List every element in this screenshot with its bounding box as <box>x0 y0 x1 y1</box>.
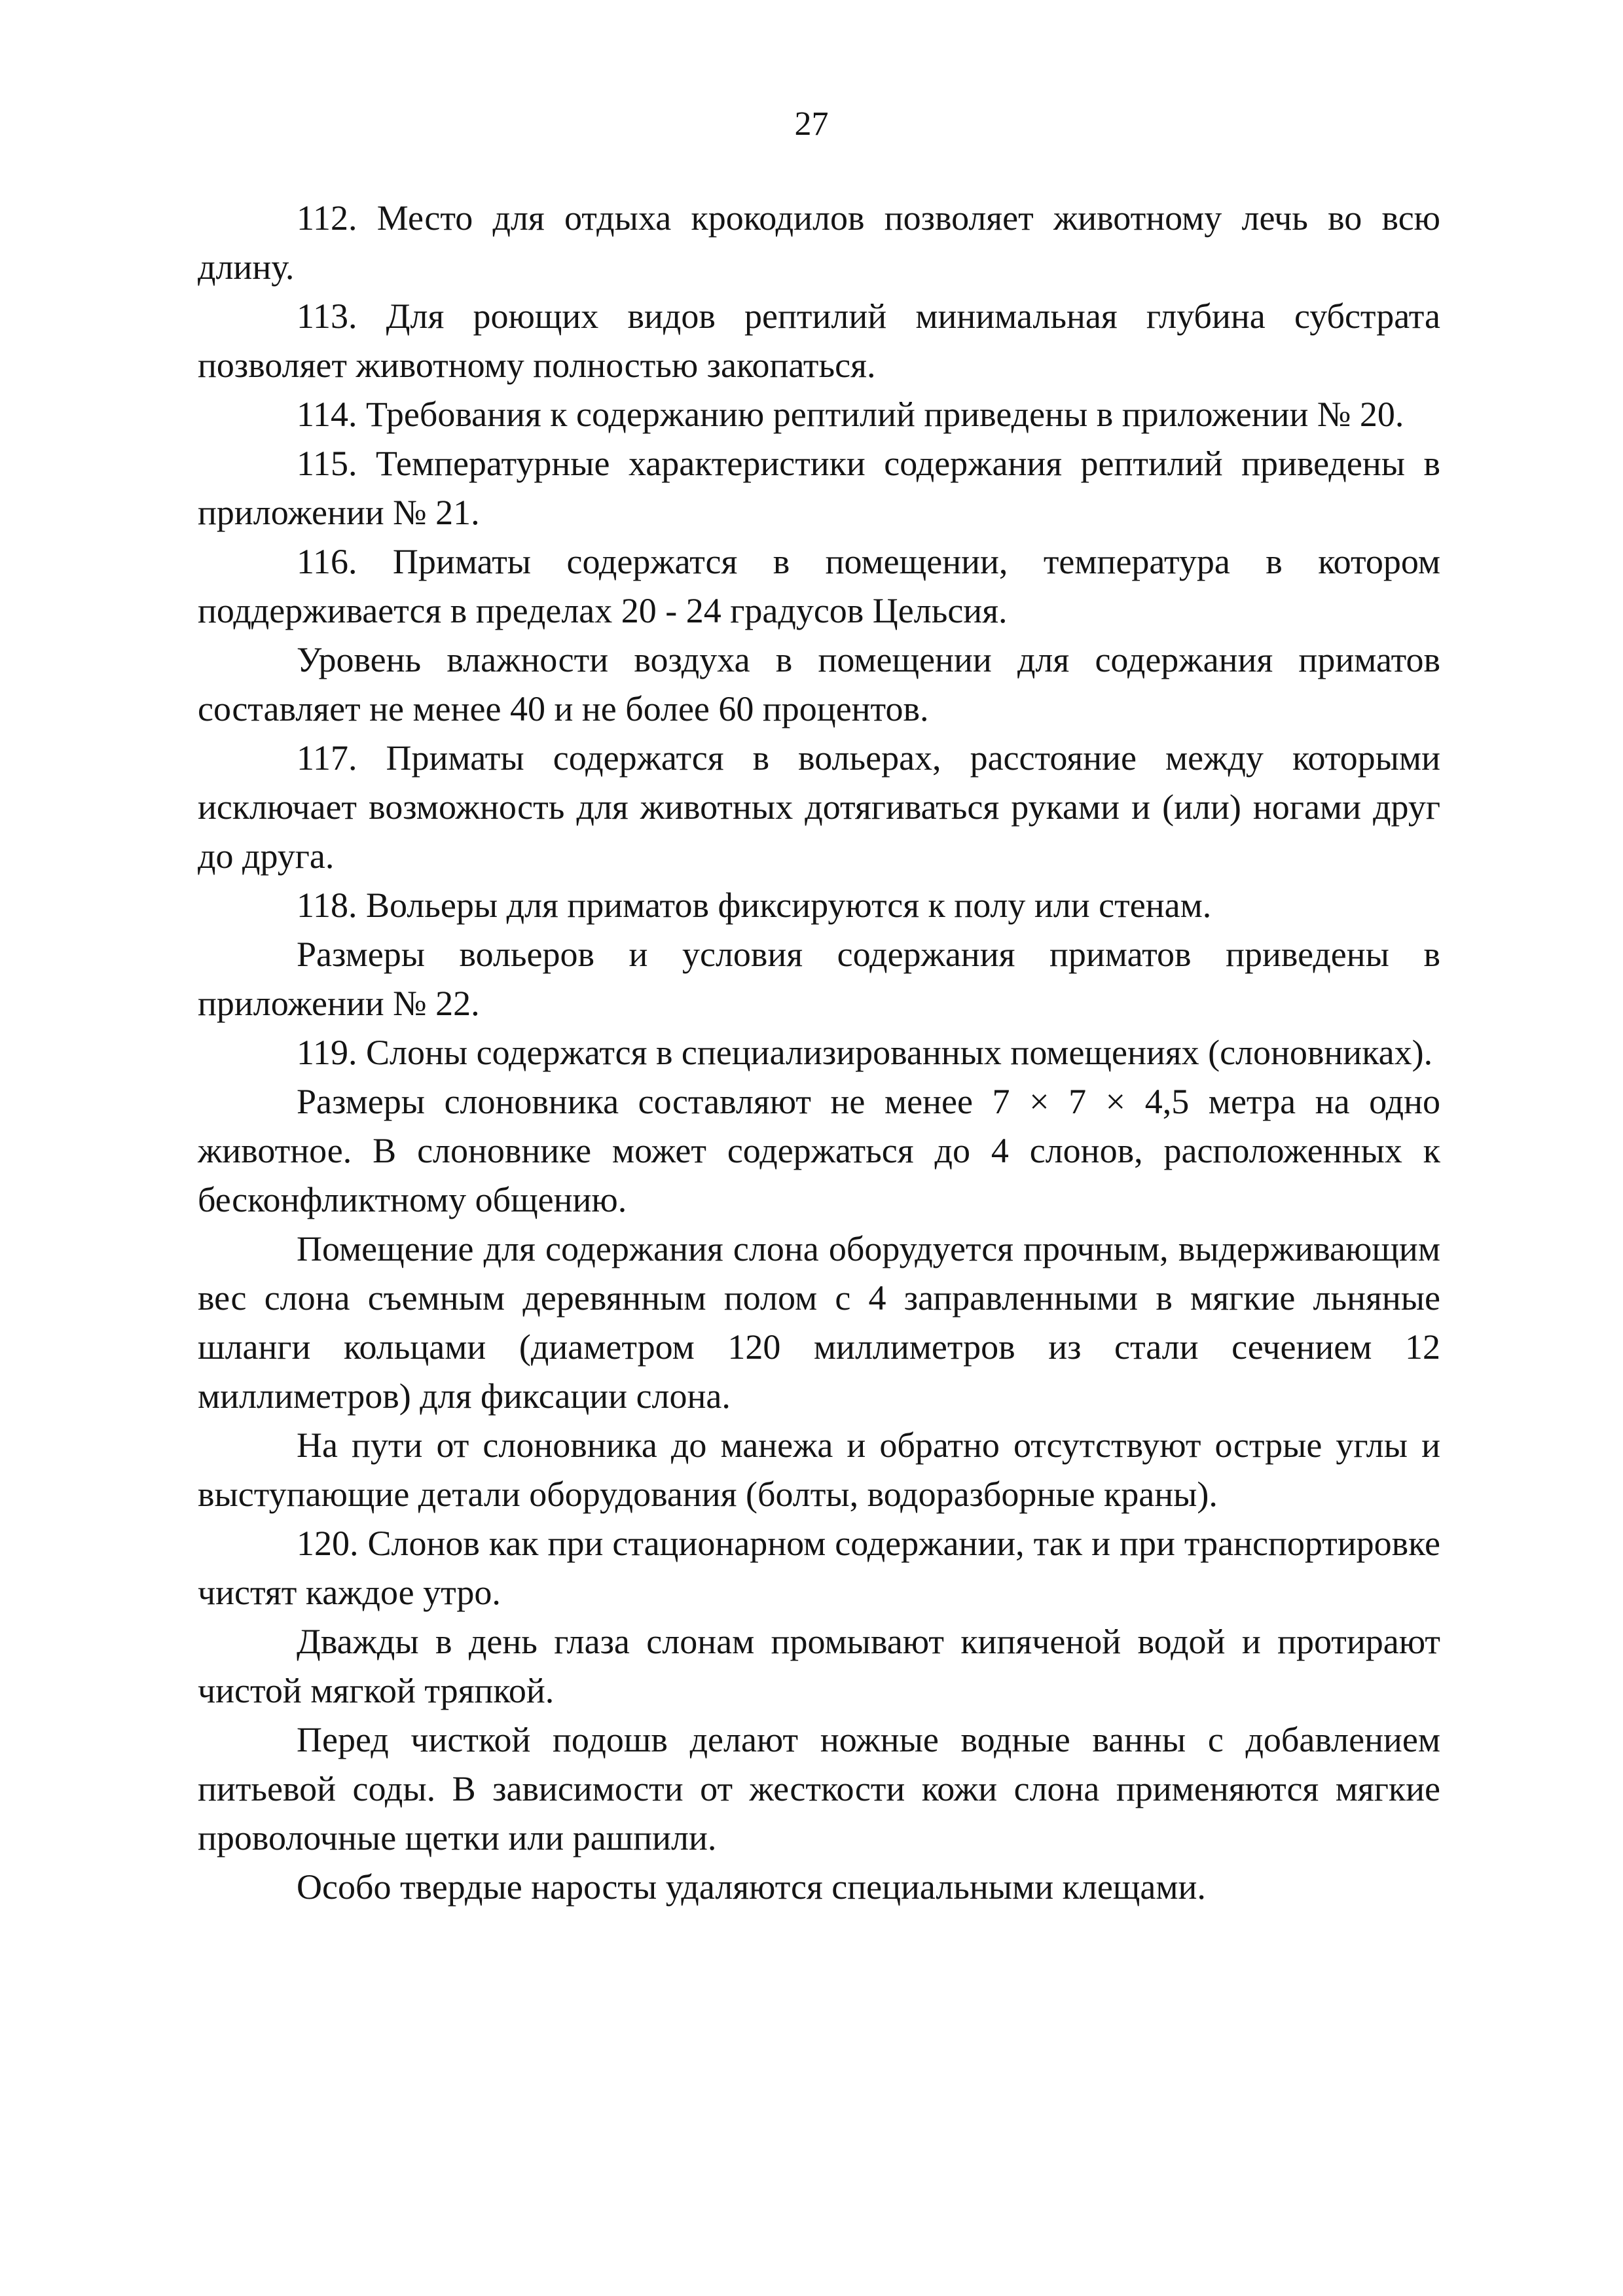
paragraph-120-eyes: Дважды в день глаза слонам промывают кипяченой водой и протирают чистой мягкой тряпкой. <box>198 1622 1440 1710</box>
document-body <box>198 194 1440 1912</box>
paragraph-113: 113. Для роющих видов рептилий минимальная глубина субстрата позволяет животному полностью закопаться. <box>198 296 1440 385</box>
paragraph-115: 115. Температурные характеристики содержания рептилий приведены в приложении № 21. <box>198 444 1440 532</box>
paragraph-118-sizes: Размеры вольеров и условия содержания приматов приведены в приложении № 22. <box>198 935 1440 1023</box>
paragraph-112: 112. Место для отдыха крокодилов позволяет животному лечь во всю длину. <box>198 198 1440 287</box>
paragraph-119-floor: Помещение для содержания слона оборудуется прочным, выдерживающим вес слона съемным деревянным полом с 4 заправленными в мягкие льняные шланги кольцами (диаметром 120 миллиметров из стали сечением 12 миллиметров) для фиксации слона. <box>198 1229 1440 1416</box>
paragraph-120-growths: Особо твердые наросты удаляются специальными клещами. <box>297 1867 1206 1907</box>
paragraph-116: 116. Приматы содержатся в помещении, температура в котором поддерживается в пределах 20 - 24 градусов Цельсия. <box>198 542 1440 630</box>
paragraph-118: 118. Вольеры для приматов фиксируются к полу или стенам. <box>297 886 1212 925</box>
page-number: 27 <box>794 105 829 143</box>
paragraph-116-humidity: Уровень влажности воздуха в помещении для содержания приматов составляет не менее 40 и не более 60 процентов. <box>198 640 1440 728</box>
paragraph-119-room-size: Размеры слоновника составляют не менее 7 × 7 × 4,5 метра на одно животное. В слоновнике может содержаться до 4 слонов, расположенных к бесконфликтному общению. <box>198 1082 1440 1219</box>
paragraph-120-soles: Перед чисткой подошв делают ножные водные ванны с добавлением питьевой соды. В зависимости от жесткости кожи слона применяются мягкие проволочные щетки или рашпили. <box>198 1720 1440 1857</box>
paragraph-119-path: На пути от слоновника до манежа и обратно отсутствуют острые углы и выступающие детали оборудования (болты, водоразборные краны). <box>198 1426 1440 1514</box>
paragraph-120: 120. Слонов как при стационарном содержании, так и при транспортировке чистят каждое утро. <box>198 1524 1440 1612</box>
paragraph-114: 114. Требования к содержанию рептилий приведены в приложении № 20. <box>297 395 1404 434</box>
paragraph-119: 119. Слоны содержатся в специализированных помещениях (слоновниках). <box>297 1033 1433 1072</box>
paragraph-117: 117. Приматы содержатся в вольерах, расстояние между которыми исключает возможность для животных дотягиваться руками и (или) ногами друг до друга. <box>198 738 1440 876</box>
